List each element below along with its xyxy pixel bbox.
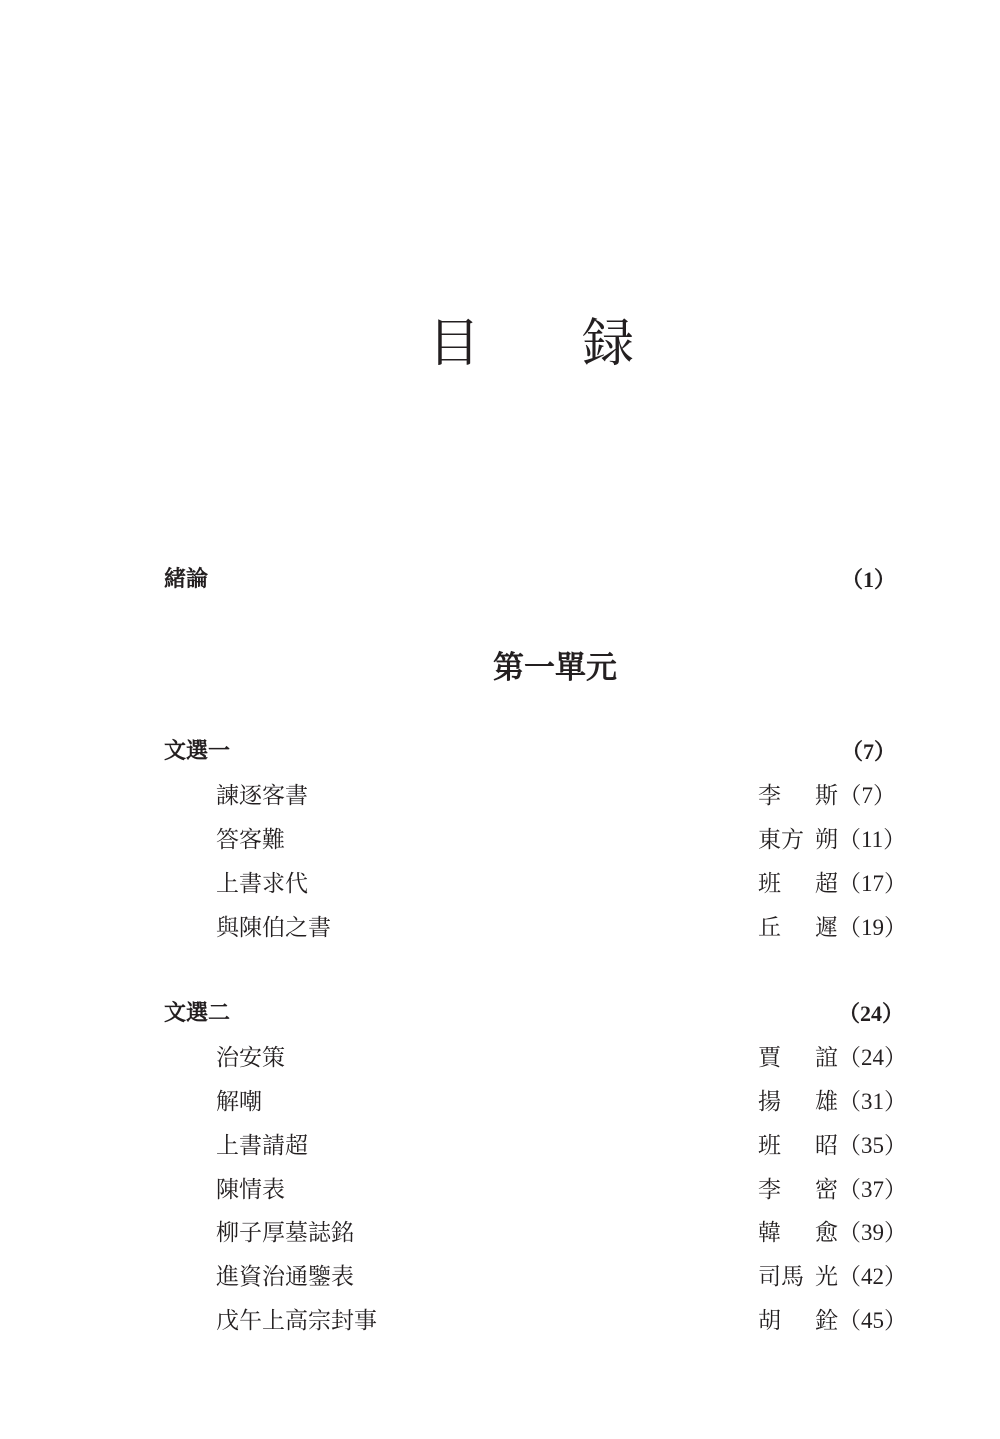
toc-entry-title: 解嘲 [216, 1089, 262, 1115]
toc-entry-page: （39） [838, 1220, 907, 1245]
dot-leader [236, 734, 834, 770]
toc-entry-page: （37） [838, 1177, 907, 1202]
toc-entry-author [758, 1128, 838, 1164]
author-part: 司馬 [758, 1264, 804, 1290]
author-part: 李 [758, 1177, 781, 1203]
author-part: 朔 [815, 827, 838, 853]
author-part: 銓 [815, 1308, 838, 1334]
toc-entry-title: 治安策 [216, 1045, 285, 1071]
toc-entry-author [758, 778, 838, 814]
toc-entry-title: 答客難 [216, 827, 285, 853]
dot-leader [360, 1259, 754, 1295]
toc-entry-author [758, 910, 838, 946]
toc-entry-row[interactable] [216, 1084, 907, 1120]
author-part: 賈 [758, 1045, 781, 1071]
dot-leader [291, 822, 754, 858]
toc-entry-page: （11） [838, 827, 907, 852]
toc-entry-page: （31） [838, 1089, 907, 1114]
dot-leader [314, 778, 754, 814]
unit-heading: 第一單元 [493, 650, 617, 686]
author-part: 密 [815, 1177, 838, 1203]
author-part: 雄 [815, 1089, 838, 1115]
author-part: 韓 [758, 1220, 781, 1246]
author-part: 揚 [758, 1089, 781, 1115]
dot-leader [383, 1303, 754, 1339]
toc-entry-row[interactable] [216, 1215, 907, 1251]
toc-entry-title: 上書請超 [216, 1133, 308, 1159]
toc-entry-page: （19） [838, 915, 907, 940]
toc-entry-author [758, 1040, 838, 1076]
toc-entry-page: （42） [838, 1264, 907, 1289]
page-title-char-1: 目 [428, 314, 481, 374]
author-part: 光 [815, 1264, 838, 1290]
author-part: 東方 [758, 827, 804, 853]
author-part: 胡 [758, 1308, 781, 1334]
toc-entry-page: （24） [838, 1045, 907, 1070]
dot-leader [268, 1084, 754, 1120]
page-title-char-2: 録 [582, 314, 635, 374]
dot-leader [314, 866, 754, 902]
dot-leader [291, 1172, 754, 1208]
author-part: 班 [758, 1133, 781, 1159]
dot-leader [360, 1215, 754, 1251]
toc-section-row[interactable] [164, 996, 905, 1032]
toc-section-page: （7） [840, 739, 896, 764]
toc-entry-author [758, 1259, 838, 1295]
toc-entry-row[interactable] [216, 822, 907, 858]
author-part: 誼 [815, 1045, 838, 1071]
toc-entry-title: 戊午上高宗封事 [216, 1308, 377, 1334]
toc-entry-page: （45） [838, 1308, 907, 1333]
toc-entry-row[interactable] [216, 910, 907, 946]
toc-entry-title: 進資治通鑒表 [216, 1264, 354, 1290]
toc-entry-author [758, 1303, 838, 1339]
author-part: 昭 [815, 1133, 838, 1159]
toc-entry-row[interactable] [216, 1172, 907, 1208]
toc-section-title: 文選一 [164, 739, 231, 764]
toc-entry-author [758, 1084, 838, 1120]
toc-entry-title: 上書求代 [216, 871, 308, 897]
author-part: 超 [815, 871, 838, 897]
toc-section-row[interactable] [164, 734, 896, 770]
toc-entry-author [758, 1215, 838, 1251]
toc-intro-row[interactable] [164, 562, 896, 598]
toc-entry-author [758, 822, 838, 858]
toc-section-page: （24） [838, 1001, 905, 1026]
toc-entry-row[interactable] [216, 778, 896, 814]
author-part: 遲 [815, 915, 838, 941]
dot-leader [337, 910, 754, 946]
author-part: 班 [758, 871, 781, 897]
toc-entry-row[interactable] [216, 1040, 907, 1076]
toc-entry-page: （7） [838, 783, 896, 808]
toc-entry-title: 諫逐客書 [216, 783, 308, 809]
toc-entry-title: 陳情表 [216, 1177, 285, 1203]
toc-entry-page: （17） [838, 871, 907, 896]
author-part: 斯 [815, 783, 838, 809]
toc-entry-title: 與陳伯之書 [216, 915, 331, 941]
dot-leader [236, 996, 834, 1032]
toc-entry-title: 柳子厚墓誌銘 [216, 1220, 354, 1246]
dot-leader [291, 1040, 754, 1076]
toc-entry-row[interactable] [216, 866, 907, 902]
toc-entry-row[interactable] [216, 1259, 907, 1295]
toc-entry-row[interactable] [216, 1128, 907, 1164]
toc-entry-row[interactable] [216, 1303, 907, 1339]
toc-intro-title: 緒論 [164, 567, 209, 592]
toc-intro-page: （1） [840, 567, 896, 592]
toc-section-title: 文選二 [164, 1001, 231, 1026]
toc-entry-page: （35） [838, 1133, 907, 1158]
author-part: 愈 [815, 1220, 838, 1246]
dot-leader [214, 562, 834, 598]
author-part: 李 [758, 783, 781, 809]
dot-leader [314, 1128, 754, 1164]
author-part: 丘 [758, 915, 781, 941]
toc-entry-author [758, 1172, 838, 1208]
toc-entry-author [758, 866, 838, 902]
